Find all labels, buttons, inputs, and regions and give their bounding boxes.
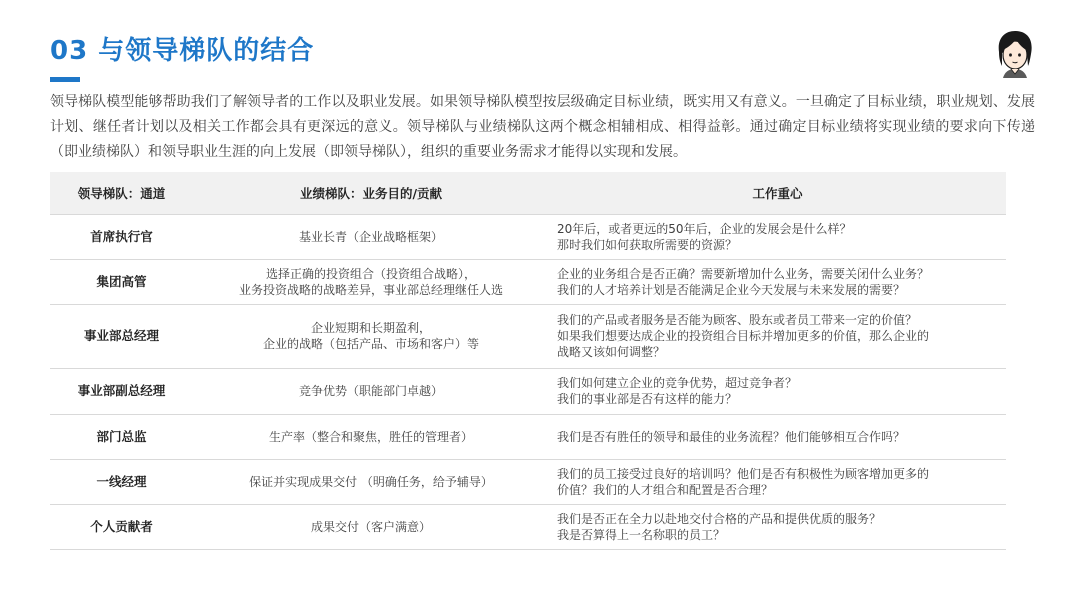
focus-cell [549,459,1006,504]
role-cell: 集团高管 [50,259,193,304]
goal-line: 成果交付（客户满意） [310,519,431,534]
focus-line: 我们是否有胜任的领导和最佳的业务流程？他们能够相互合作吗？ [557,429,906,444]
table-row [50,414,1006,459]
focus-cell [549,414,1006,459]
goal-line: 生产率（整合和聚焦，胜任的管理者） [268,429,473,444]
goal-cell [193,414,549,459]
role-cell: 部门总监 [50,414,193,459]
table-row [50,368,1006,414]
table-row [50,459,1006,504]
goal-cell [193,259,549,304]
role-cell: 事业部总经理 [50,304,193,368]
goal-line: 选择正确的投资组合（投资组合战略）， [265,266,476,281]
goal-line: 业务投资战略的战略差异，事业部总经理继任人选 [238,282,503,297]
intro-paragraph: 领导梯队模型能够帮助我们了解领导者的工作以及职业发展。如果领导梯队模型按层级确定目标业绩，既实用又有意义。一旦确定了目标业绩，职业规划、发展计划、继任者计划以及相关工作都会具有更深远的意义。领导梯队与业绩梯队这两个概念相辅相成、相得益彰。通过确定目标业绩将实现业绩的要求向下传递（即业绩梯队）和领导职业生涯的向上发展（即领导梯队），组织的重要业务需求才能得以实现和发展。 [50,94,1035,160]
role-cell: 一线经理 [50,459,193,504]
column-header-focus: 工作重心 [752,185,803,201]
title-underline-bar [50,77,80,82]
leadership-pipeline-table [50,172,1006,550]
focus-line: 企业的业务组合是否正确？需要新增加什么业务，需要关闭什么业务？ [557,266,930,281]
goal-cell [193,368,549,414]
focus-line: 我们的人才培养计划是否能满足企业今天发展与未来发展的需要？ [557,282,906,297]
table-row [50,214,1006,259]
goal-line: 竞争优势（职能部门卓越） [298,384,443,398]
focus-line: 那时我们如何获取所需要的资源？ [557,237,738,252]
goal-cell [193,214,549,259]
focus-cell [549,368,1006,414]
goal-cell [193,504,549,549]
focus-line: 价值？我们的人才组合和配置是否合理？ [557,482,774,497]
column-header-leadership: 领导梯队：通道 [77,185,166,201]
column-header-performance: 业绩梯队：业务目的/贡献 [299,185,443,201]
focus-line: 我们的产品或者服务是否能为顾客、股东或者员工带来一定的价值？ [557,313,918,327]
avatar-icon [993,28,1037,80]
focus-line: 我们如何建立企业的竞争优势，超过竞争者？ [557,376,798,390]
role-cell: 首席执行官 [50,214,193,259]
goal-cell [193,304,549,368]
table-row [50,259,1006,304]
goal-line: 基业长青（企业战略框架） [298,229,443,244]
focus-line: 20年后，或者更远的50年后，企业的发展会是什么样？ [557,221,852,236]
focus-line: 我是否算得上一名称职的员工？ [557,527,726,542]
role-cell: 个人贡献者 [50,504,193,549]
focus-cell [549,259,1006,304]
focus-cell [549,214,1006,259]
table-header-row [50,172,1006,214]
focus-line: 我们的员工接受过良好的培训吗？他们是否有积极性为顾客增加更多的 [557,466,930,481]
table-row [50,504,1006,549]
goal-line: 企业短期和长期盈利， [310,321,431,335]
focus-line: 我们是否正在全力以赴地交付合格的产品和提供优质的服务？ [557,511,882,526]
focus-line: 战略又该如何调整？ [557,345,666,359]
goal-line: 企业的战略（包括产品、市场和客户）等 [262,337,479,351]
focus-line: 我们的事业部是否有这样的能力？ [557,392,738,406]
focus-line: 如果我们想要达成企业的投资组合目标并增加更多的价值，那么企业的 [557,329,930,343]
role-cell: 事业部副总经理 [50,368,193,414]
table-row [50,304,1006,368]
goal-line: 保证并实现成果交付 （明确任务，给予辅导） [249,474,493,489]
focus-cell [549,304,1006,368]
page-title: 03 与领导梯队的结合 [50,36,315,66]
goal-cell [193,459,549,504]
focus-cell [549,504,1006,549]
